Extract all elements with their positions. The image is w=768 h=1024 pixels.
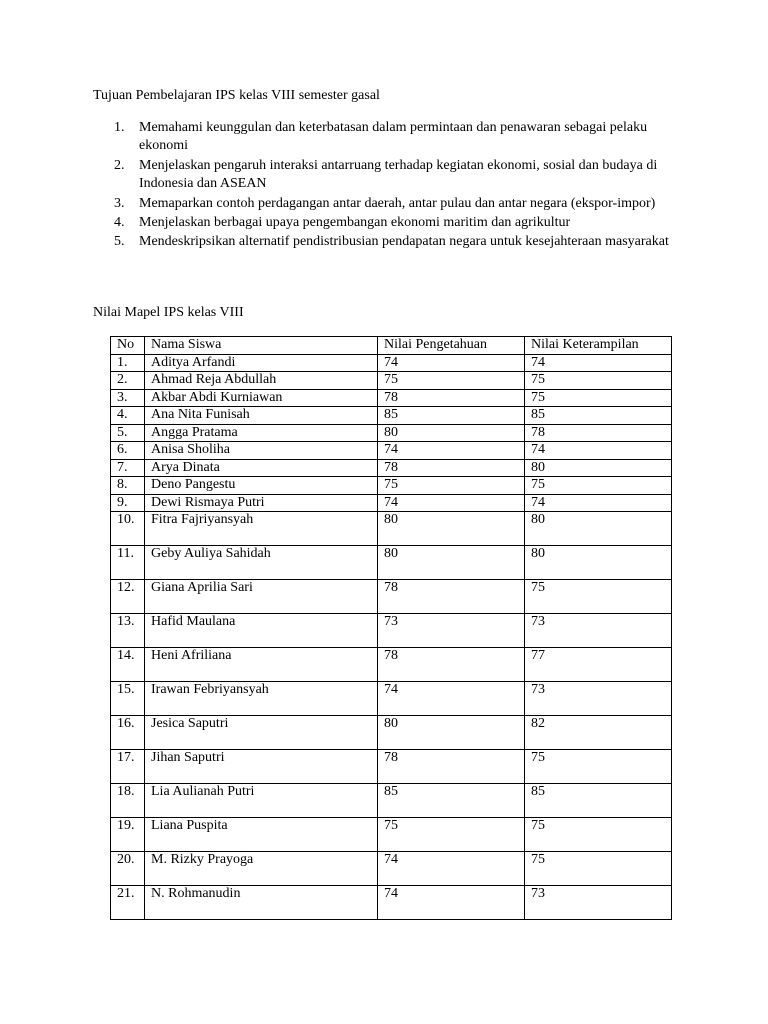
page-heading: Tujuan Pembelajaran IPS kelas VIII semester gasal — [93, 88, 380, 103]
cell-no: 12. — [111, 580, 145, 614]
table-row — [111, 886, 672, 920]
cell-no: 19. — [111, 818, 145, 852]
cell-skill: 73 — [525, 682, 672, 716]
table-row — [111, 512, 672, 546]
cell-name: Akbar Abdi Kurniawan — [145, 389, 378, 407]
cell-no: 20. — [111, 852, 145, 886]
cell-no: 16. — [111, 716, 145, 750]
table-row — [111, 648, 672, 682]
cell-name: Jihan Saputri — [145, 750, 378, 784]
cell-no: 18. — [111, 784, 145, 818]
header-skill: Nilai Keterampilan — [525, 337, 672, 355]
cell-name: Ana Nita Funisah — [145, 407, 378, 425]
cell-no: 14. — [111, 648, 145, 682]
cell-skill: 75 — [525, 818, 672, 852]
cell-name: Ahmad Reja Abdullah — [145, 372, 378, 390]
cell-skill: 75 — [525, 477, 672, 495]
cell-name: Aditya Arfandi — [145, 354, 378, 372]
table-row — [111, 546, 672, 580]
list-text: Menjelaskan pengaruh interaksi antarruang terhadap kegiatan ekonomi, sosial dan budaya di Indonesia dan ASEAN — [139, 157, 658, 192]
cell-knowledge: 74 — [378, 442, 525, 460]
table-title: Nilai Mapel IPS kelas VIII — [93, 305, 244, 320]
list-text: Mendeskripsikan alternatif pendistribusian pendapatan negara untuk kesejahteraan masyarakat — [139, 234, 669, 250]
cell-skill: 74 — [525, 494, 672, 512]
cell-knowledge: 85 — [378, 407, 525, 425]
cell-no: 3. — [111, 389, 145, 407]
cell-knowledge: 73 — [378, 614, 525, 648]
cell-knowledge: 80 — [378, 546, 525, 580]
table-row — [111, 477, 672, 495]
table-row — [111, 442, 672, 460]
cell-name: Jesica Saputri — [145, 716, 378, 750]
table-row — [111, 389, 672, 407]
cell-no: 4. — [111, 407, 145, 425]
cell-skill: 74 — [525, 354, 672, 372]
cell-knowledge: 75 — [378, 372, 525, 390]
objectives-list — [93, 119, 683, 253]
cell-name: Irawan Febriyansyah — [145, 682, 378, 716]
cell-knowledge: 74 — [378, 354, 525, 372]
cell-no: 21. — [111, 886, 145, 920]
cell-skill: 80 — [525, 459, 672, 477]
list-item — [93, 195, 683, 213]
cell-name: Liana Puspita — [145, 818, 378, 852]
cell-skill: 75 — [525, 750, 672, 784]
cell-knowledge: 75 — [378, 818, 525, 852]
cell-name: Lia Aulianah Putri — [145, 784, 378, 818]
cell-skill: 82 — [525, 716, 672, 750]
grades-table — [110, 336, 672, 920]
cell-no: 10. — [111, 512, 145, 546]
list-text: Memaparkan contoh perdagangan antar daerah, antar pulau dan antar negara (ekspor-impor) — [139, 195, 656, 211]
cell-knowledge: 85 — [378, 784, 525, 818]
cell-skill: 75 — [525, 389, 672, 407]
cell-name: Dewi Rismaya Putri — [145, 494, 378, 512]
cell-skill: 73 — [525, 614, 672, 648]
list-text: Memahami keunggulan dan keterbatasan dalam permintaan dan penawaran sebagai pelaku ekonomi — [139, 120, 648, 154]
table-row — [111, 354, 672, 372]
cell-no: 5. — [111, 424, 145, 442]
cell-name: Heni Afriliana — [145, 648, 378, 682]
table-row — [111, 682, 672, 716]
table-row — [111, 716, 672, 750]
list-item — [93, 119, 683, 156]
list-number: 2. — [114, 157, 125, 173]
cell-no: 1. — [111, 354, 145, 372]
table-row — [111, 459, 672, 477]
cell-no: 7. — [111, 459, 145, 477]
cell-no: 17. — [111, 750, 145, 784]
table-header-row — [111, 337, 672, 355]
table-row — [111, 372, 672, 390]
cell-skill: 75 — [525, 852, 672, 886]
cell-skill: 80 — [525, 512, 672, 546]
cell-name: Angga Pratama — [145, 424, 378, 442]
list-text: Menjelaskan berbagai upaya pengembangan ekonomi maritim dan agrikultur — [139, 215, 571, 231]
list-item — [93, 157, 683, 194]
cell-no: 13. — [111, 614, 145, 648]
cell-knowledge: 74 — [378, 886, 525, 920]
cell-knowledge: 74 — [378, 852, 525, 886]
list-number: 3. — [114, 195, 125, 211]
cell-skill: 85 — [525, 784, 672, 818]
cell-knowledge: 74 — [378, 494, 525, 512]
cell-name: Hafid Maulana — [145, 614, 378, 648]
cell-skill: 73 — [525, 886, 672, 920]
cell-name: Fitra Fajriyansyah — [145, 512, 378, 546]
table-row — [111, 852, 672, 886]
cell-no: 6. — [111, 442, 145, 460]
cell-skill: 78 — [525, 424, 672, 442]
table-row — [111, 818, 672, 852]
cell-no: 15. — [111, 682, 145, 716]
table-row — [111, 494, 672, 512]
cell-name: Deno Pangestu — [145, 477, 378, 495]
cell-knowledge: 80 — [378, 716, 525, 750]
table-row — [111, 424, 672, 442]
cell-name: N. Rohmanudin — [145, 886, 378, 920]
list-number: 5. — [114, 234, 125, 250]
cell-skill: 74 — [525, 442, 672, 460]
table-row — [111, 750, 672, 784]
table-row — [111, 784, 672, 818]
cell-skill: 85 — [525, 407, 672, 425]
cell-knowledge: 78 — [378, 459, 525, 477]
cell-name: M. Rizky Prayoga — [145, 852, 378, 886]
cell-knowledge: 78 — [378, 750, 525, 784]
list-number: 1. — [114, 120, 125, 135]
cell-knowledge: 78 — [378, 389, 525, 407]
cell-knowledge: 78 — [378, 648, 525, 682]
cell-no: 9. — [111, 494, 145, 512]
cell-knowledge: 80 — [378, 512, 525, 546]
table-row — [111, 407, 672, 425]
cell-no: 8. — [111, 477, 145, 495]
list-item — [93, 214, 683, 232]
cell-knowledge: 78 — [378, 580, 525, 614]
list-item — [93, 233, 683, 251]
cell-skill: 75 — [525, 372, 672, 390]
cell-skill: 77 — [525, 648, 672, 682]
grades-table-body — [111, 354, 672, 920]
cell-knowledge: 80 — [378, 424, 525, 442]
header-no: No — [111, 337, 145, 355]
list-number: 4. — [114, 215, 125, 231]
cell-name: Giana Aprilia Sari — [145, 580, 378, 614]
header-name: Nama Siswa — [145, 337, 378, 355]
cell-name: Arya Dinata — [145, 459, 378, 477]
cell-name: Geby Auliya Sahidah — [145, 546, 378, 580]
cell-skill: 80 — [525, 546, 672, 580]
header-knowledge: Nilai Pengetahuan — [378, 337, 525, 355]
cell-name: Anisa Sholiha — [145, 442, 378, 460]
cell-no: 2. — [111, 372, 145, 390]
table-row — [111, 614, 672, 648]
cell-knowledge: 74 — [378, 682, 525, 716]
table-row — [111, 580, 672, 614]
cell-knowledge: 75 — [378, 477, 525, 495]
cell-no: 11. — [111, 546, 145, 580]
cell-skill: 75 — [525, 580, 672, 614]
